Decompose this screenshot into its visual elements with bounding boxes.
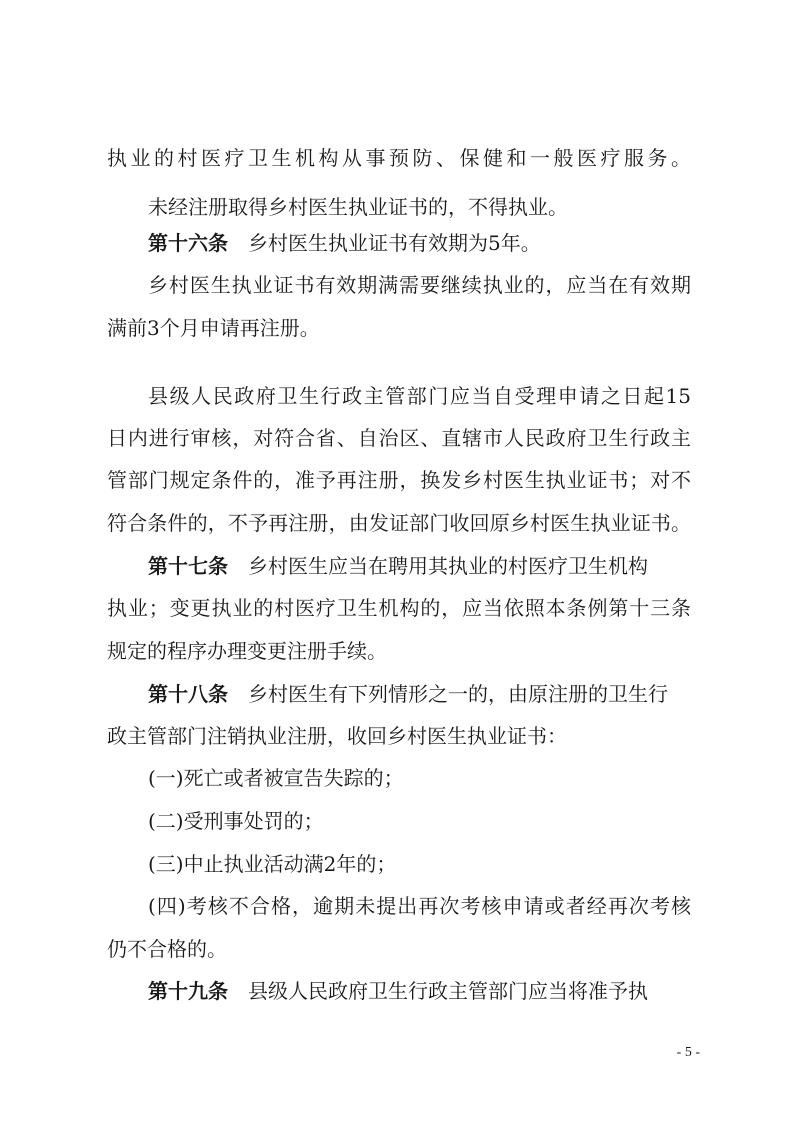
- text-line: 仍不合格的。: [107, 937, 227, 961]
- list-item: (二)受刑事处罚的；: [148, 809, 324, 833]
- article-18: [148, 679, 691, 709]
- text-line: 县级人民政府卫生行政主管部门应当自受理申请之日起15: [148, 384, 691, 408]
- text-line: 未经注册取得乡村医生执业证书的，不得执业。: [148, 195, 568, 219]
- text-line: 乡村医生执业证书有效期满需要继续执业的，应当在有效期: [148, 273, 691, 297]
- text-line: 规定的程序办理变更注册手续。: [107, 639, 387, 663]
- article-text: 乡村医生执业证书有效期为5年。: [248, 231, 541, 255]
- article-text: 乡村医生应当在聘用其执业的村医疗卫生机构: [248, 554, 648, 578]
- article-heading: 第十八条: [148, 682, 228, 706]
- page-number: - 5 -: [676, 1045, 700, 1060]
- text-line: 符合条件的，不予再注册，由发证部门收回原乡村医生执业证书。: [107, 511, 691, 535]
- article-text: 县级人民政府卫生行政主管部门应当将准予执: [248, 979, 648, 1003]
- list-item: (一)死亡或者被宣告失踪的；: [148, 766, 404, 790]
- text-line: 满前3个月申请再注册。: [107, 316, 320, 340]
- article-heading: 第十七条: [148, 554, 228, 578]
- article-19: [148, 976, 691, 1006]
- list-item: (四)考核不合格，逾期未提出再次考核申请或者经再次考核: [148, 894, 691, 918]
- article-heading: 第十九条: [148, 979, 228, 1003]
- article-16: [148, 228, 691, 258]
- article-17: [148, 551, 691, 581]
- list-item: (三)中止执业活动满2年的；: [148, 852, 397, 876]
- text-line: 日内进行审核，对符合省、自治区、直辖市人民政府卫生行政主: [107, 426, 691, 450]
- text-line: 执业的村医疗卫生机构从事预防、保健和一般医疗服务。: [107, 146, 691, 170]
- text-line: 执业；变更执业的村医疗卫生机构的，应当依照本条例第十三条: [107, 596, 691, 620]
- article-text: 乡村医生有下列情形之一的，由原注册的卫生行: [248, 682, 668, 706]
- text-line: 管部门规定条件的，准予再注册，换发乡村医生执业证书；对不: [107, 468, 691, 492]
- article-heading: 第十六条: [148, 231, 228, 255]
- text-line: 政主管部门注销执业注册，收回乡村医生执业证书：: [107, 724, 567, 748]
